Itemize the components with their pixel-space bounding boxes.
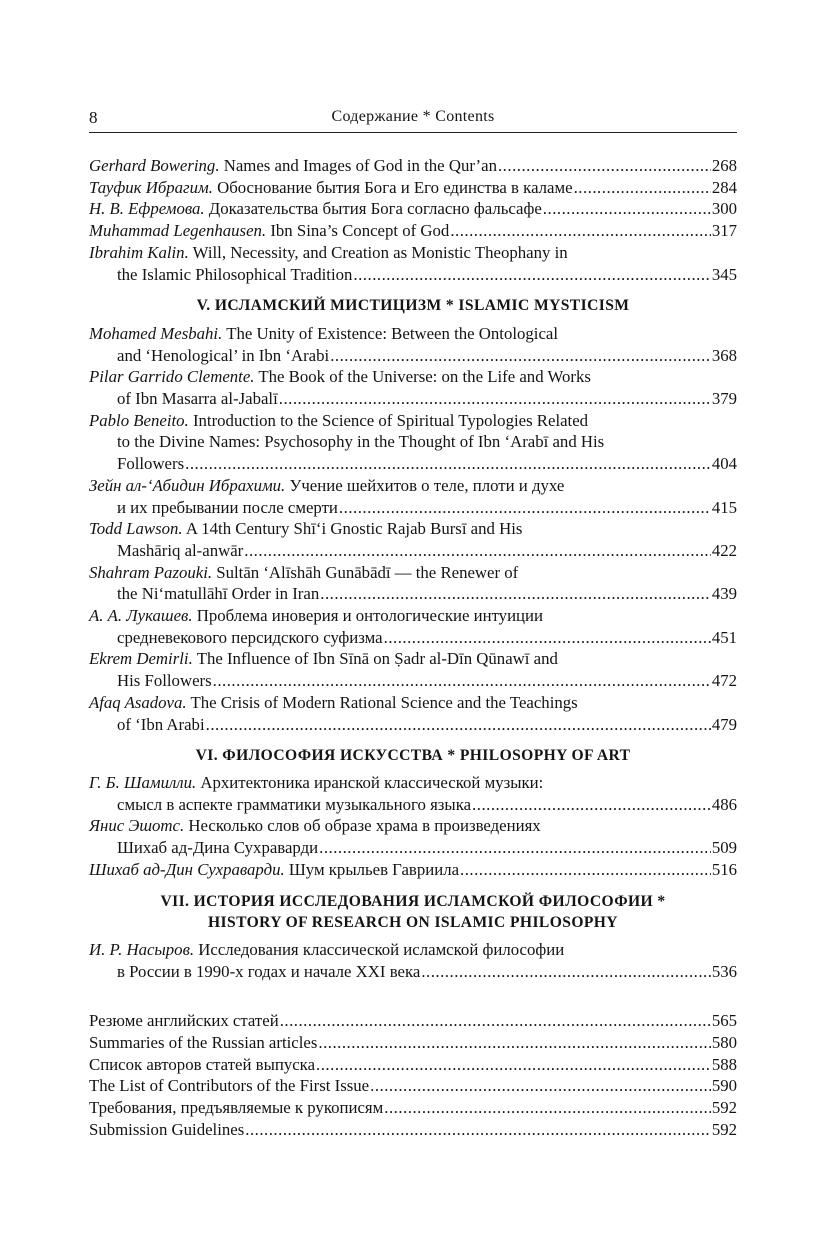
toc-entry-line	[89, 648, 737, 670]
entry-title: The Influence of Ibn Sīnā on Ṣadr al-Dīn Qūnawī and	[196, 649, 558, 669]
dot-leader	[279, 388, 711, 410]
back-matter-label: The List of Contributors of the First Issue	[89, 1076, 370, 1096]
dot-leader	[206, 714, 711, 736]
entry-text	[117, 540, 243, 562]
toc-entry-line	[89, 583, 737, 605]
entry-title: и их пребывании после смерти	[117, 497, 338, 517]
entry-title: A 14th Century Shī‘i Gnostic Rajab Bursī and His	[185, 519, 523, 539]
entry-text	[117, 453, 184, 475]
back-matter-item[interactable]	[89, 1054, 737, 1076]
page-number: 8	[89, 108, 98, 127]
entry-text	[117, 345, 329, 367]
entry-page-number: 422	[711, 540, 737, 560]
top-entries-list	[89, 155, 737, 285]
history-of-research-entries	[89, 939, 737, 982]
toc-entry-line	[89, 562, 737, 584]
entry-text	[89, 220, 449, 242]
table-of-contents	[89, 155, 737, 1141]
back-matter-item[interactable]	[89, 1075, 737, 1097]
entry-page-number: 479	[711, 714, 737, 734]
entry-text	[117, 583, 319, 605]
toc-entry-line	[89, 670, 737, 692]
entry-title: Архитектоника иранской классической музыки:	[200, 772, 544, 792]
entry-text	[89, 939, 564, 961]
back-matter-page-number: 565	[711, 1011, 737, 1031]
toc-entry-line	[89, 388, 737, 410]
entry-page-number: 317	[711, 221, 737, 241]
toc-entry-line	[89, 264, 737, 286]
entry-author: А. А. Лукашев.	[89, 606, 193, 626]
entry-title: Will, Necessity, and Creation as Monistic Theophany in	[192, 242, 568, 262]
toc-entry[interactable]	[89, 177, 737, 199]
toc-entry-line	[89, 815, 737, 837]
toc-entry[interactable]	[89, 410, 737, 475]
dot-leader	[460, 859, 711, 881]
toc-entry-line	[89, 540, 737, 562]
toc-entry-line	[89, 345, 737, 367]
entry-text	[117, 497, 338, 519]
entry-page-number: 300	[711, 199, 737, 219]
entry-author: Shahram Pazouki.	[89, 562, 213, 582]
entry-author: Н. В. Ефремова.	[89, 199, 205, 219]
entry-text	[89, 242, 568, 264]
back-matter-item[interactable]	[89, 1119, 737, 1141]
toc-entry[interactable]	[89, 815, 737, 858]
toc-entry-line	[89, 605, 737, 627]
toc-entry[interactable]	[89, 323, 737, 366]
spacer	[89, 982, 737, 1002]
toc-entry-line	[89, 939, 737, 961]
toc-entry-line	[89, 497, 737, 519]
entry-page-number: 451	[711, 627, 737, 647]
toc-entry-line	[89, 453, 737, 475]
back-matter-list	[89, 1010, 737, 1140]
toc-entry-line	[89, 627, 737, 649]
entry-title: смысл в аспекте грамматики музыкального языка	[117, 794, 472, 814]
toc-entry-line	[89, 794, 737, 816]
entry-text	[117, 627, 383, 649]
entry-text	[117, 961, 420, 983]
back-matter-page-number: 580	[711, 1033, 737, 1053]
dot-leader	[320, 583, 711, 605]
dot-leader	[330, 345, 711, 367]
entry-title: The Crisis of Modern Rational Science and the Teachings	[190, 692, 578, 712]
entry-page-number: 404	[711, 454, 737, 474]
entry-text	[89, 177, 573, 199]
entry-title: the Ni‘matullāhī Order in Iran	[117, 584, 320, 604]
toc-entry[interactable]	[89, 155, 737, 177]
back-matter-page-number: 590	[711, 1076, 737, 1096]
entry-author: Todd Lawson.	[89, 519, 183, 539]
dot-leader	[319, 837, 711, 859]
toc-entry[interactable]	[89, 605, 737, 648]
toc-entry-line	[89, 410, 737, 432]
dot-leader	[339, 497, 711, 519]
toc-entry[interactable]	[89, 198, 737, 220]
entry-page-number: 368	[711, 345, 737, 365]
entry-page-number: 379	[711, 389, 737, 409]
entry-page-number: 345	[711, 264, 737, 284]
entry-page-number: 439	[711, 584, 737, 604]
dot-leader	[574, 177, 711, 199]
back-matter-item[interactable]	[89, 1097, 737, 1119]
back-matter-label: Требования, предъявляемые к рукописям	[89, 1098, 384, 1118]
entry-text	[89, 366, 591, 388]
entry-title: Шихаб ад-Дина Сухраварди	[117, 838, 319, 858]
toc-entry[interactable]	[89, 692, 737, 735]
toc-entry-line	[89, 772, 737, 794]
entry-title: of Ibn Masarra al-Jabalī	[117, 389, 278, 409]
entry-title: The Book of the Universe: on the Life and Works	[258, 367, 591, 387]
dot-leader	[543, 198, 711, 220]
dot-leader	[450, 220, 711, 242]
entry-title: в России в 1990-х годах и начале XXI века	[117, 961, 421, 981]
toc-entry-line	[89, 692, 737, 714]
dot-leader	[353, 264, 710, 286]
philosophy-of-art-entries	[89, 772, 737, 881]
entry-page-number: 415	[711, 497, 737, 517]
entry-title: Обоснование бытия Бога и Его единства в каламе	[217, 177, 573, 197]
toc-entry-line	[89, 155, 737, 177]
entry-text	[89, 605, 543, 627]
entry-title: and ‘Henological’ in Ibn ‘Arabi	[117, 345, 330, 365]
dot-leader	[280, 1010, 711, 1032]
entry-text	[117, 794, 471, 816]
toc-entry[interactable]	[89, 562, 737, 605]
entry-title: Introduction to the Science of Spiritual Typologies Related	[192, 410, 589, 430]
entry-author: Янис Эшотс.	[89, 816, 185, 836]
toc-entry[interactable]	[89, 648, 737, 691]
entry-text	[89, 475, 564, 497]
entry-text	[117, 670, 212, 692]
entry-author: Afaq Asadova.	[89, 692, 187, 712]
toc-entry-line	[89, 518, 737, 540]
toc-entry-line	[89, 961, 737, 983]
entry-title: Sultān ‘Alīshāh Gunābādī — the Renewer of	[216, 562, 519, 582]
toc-entry[interactable]	[89, 220, 737, 242]
entry-title: Followers	[117, 454, 185, 474]
dot-leader	[498, 155, 711, 177]
back-matter-page-number: 592	[711, 1119, 737, 1139]
islamic-mysticism-entries	[89, 323, 737, 735]
entry-page-number: 284	[711, 177, 737, 197]
entry-title: Шум крыльев Гавриила	[288, 859, 460, 879]
entry-author: Тауфик Ибрагим.	[89, 177, 213, 197]
dot-leader	[384, 627, 711, 649]
dot-leader	[316, 1054, 711, 1076]
toc-entry-line	[89, 431, 737, 453]
dot-leader	[245, 1119, 711, 1141]
entry-title: Ibn Sina’s Concept of God	[270, 221, 450, 241]
entry-text	[89, 562, 518, 584]
entry-title: The Unity of Existence: Between the Ontological	[226, 323, 559, 343]
entry-text	[89, 859, 459, 881]
section-title-philosophy-of-art: VI. ФИЛОСОФИЯ ИСКУССТВА * PHILOSOPHY OF ART	[195, 747, 631, 765]
toc-entry-line	[89, 220, 737, 242]
entry-text	[89, 410, 588, 432]
entry-author: Г. Б. Шамилли.	[89, 772, 197, 792]
back-matter-label: Резюме английских статей	[89, 1011, 279, 1031]
entry-author: Шихаб ад-Дин Сухраварди.	[89, 859, 285, 879]
entry-title: Names and Images of God in the Qur’an	[223, 156, 497, 175]
toc-entry-line	[89, 837, 737, 859]
back-matter-label: Список авторов статей выпуска	[89, 1054, 316, 1074]
entry-text	[89, 815, 541, 837]
toc-entry-line	[89, 323, 737, 345]
entry-title: His Followers	[117, 671, 212, 691]
entry-text	[89, 155, 497, 177]
entry-title: of ‘Ibn Arabi	[117, 714, 205, 734]
entry-text	[117, 264, 352, 286]
section-title-line-1: VII. ИСТОРИЯ ИССЛЕДОВАНИЯ ИСЛАМСКОЙ ФИЛОСОФИИ *	[160, 892, 666, 910]
entry-text	[89, 518, 522, 540]
toc-entry[interactable]	[89, 475, 737, 518]
entry-page-number: 516	[711, 859, 737, 879]
entry-title: Доказательства бытия Бога согласно фальсафе	[208, 199, 542, 219]
section-title-line-2: HISTORY OF RESEARCH ON ISLAMIC PHILOSOPHY	[208, 914, 618, 932]
entry-page-number: 472	[711, 671, 737, 691]
section-title-islamic-mysticism: V. ИСЛАМСКИЙ МИСТИЦИЗМ * ISLAMIC MYSTICISM	[196, 297, 630, 315]
dot-leader	[213, 670, 711, 692]
entry-title: Несколько слов об образе храма в произведениях	[188, 816, 541, 836]
entry-page-number: 486	[711, 794, 737, 814]
toc-entry[interactable]	[89, 939, 737, 982]
entry-author: Mohamed Mesbahi.	[89, 323, 223, 343]
entry-author: И. Р. Насыров.	[89, 939, 195, 959]
dot-leader	[244, 540, 711, 562]
dot-leader	[370, 1075, 711, 1097]
entry-author: Pilar Garrido Clemente.	[89, 367, 255, 387]
entry-page-number: 268	[711, 156, 737, 175]
toc-entry[interactable]	[89, 366, 737, 409]
entry-page-number: 509	[711, 838, 737, 858]
entry-title: средневекового персидского суфизма	[117, 627, 383, 647]
entry-title: Учение шейхитов о теле, плоти и духе	[289, 475, 565, 495]
entry-text	[89, 648, 558, 670]
back-matter-label: Summaries of the Russian articles	[89, 1033, 318, 1053]
entry-title: the Islamic Philosophical Tradition	[117, 264, 353, 284]
dot-leader	[421, 961, 711, 983]
entry-text	[89, 198, 542, 220]
back-matter-item[interactable]	[89, 1010, 737, 1032]
entry-text	[117, 388, 278, 410]
dot-leader	[185, 453, 711, 475]
running-title: Содержание * Contents	[331, 108, 495, 125]
back-matter-label: Submission Guidelines	[89, 1119, 245, 1139]
toc-entry[interactable]	[89, 772, 737, 815]
toc-entry-line	[89, 714, 737, 736]
back-matter-page-number: 592	[711, 1098, 737, 1118]
entry-page-number: 536	[711, 961, 737, 981]
page-header	[89, 106, 737, 133]
entry-author: Ekrem Demirli.	[89, 649, 193, 669]
toc-entry-line	[89, 475, 737, 497]
toc-entry-line	[89, 242, 737, 264]
dot-leader	[472, 794, 711, 816]
entry-author: Pablo Beneito.	[89, 410, 189, 430]
dot-leader	[384, 1097, 711, 1119]
entry-text	[117, 431, 604, 453]
back-matter-page-number: 588	[711, 1054, 737, 1074]
entry-text	[117, 837, 318, 859]
entry-text	[117, 714, 205, 736]
dot-leader	[318, 1032, 710, 1054]
entry-title: Проблема иноверия и онтологические интуиции	[196, 606, 543, 626]
entry-text	[89, 692, 578, 714]
toc-entry-line	[89, 177, 737, 199]
entry-author: Gerhard Bowering.	[89, 156, 220, 175]
toc-entry-line	[89, 859, 737, 881]
entry-title: Mashāriq al-anwār	[117, 540, 244, 560]
toc-entry[interactable]	[89, 518, 737, 561]
toc-entry-line	[89, 198, 737, 220]
toc-entry[interactable]	[89, 242, 737, 285]
entry-title: Исследования классической исламской философии	[198, 939, 565, 959]
entry-author: Ibrahim Kalin.	[89, 242, 189, 262]
section-title-history-of-research	[89, 891, 737, 934]
entry-title: to the Divine Names: Psychosophy in the Thought of Ibn ‘Arabī and His	[117, 432, 605, 452]
entry-text	[89, 323, 558, 345]
toc-entry[interactable]	[89, 859, 737, 881]
entry-text	[89, 772, 543, 794]
entry-author: Зейн ал-‘Абидин Ибрахими.	[89, 475, 286, 495]
back-matter-item[interactable]	[89, 1032, 737, 1054]
entry-author: Muhammad Legenhausen.	[89, 221, 267, 241]
toc-entry-line	[89, 366, 737, 388]
